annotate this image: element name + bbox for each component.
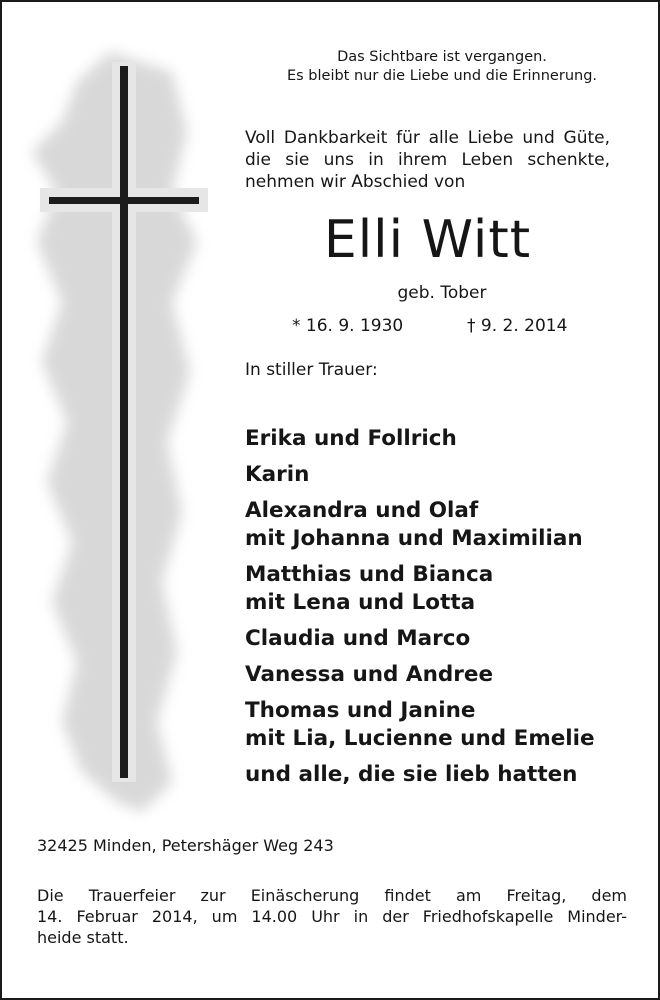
family-line: mit Lena und Lotta xyxy=(245,590,476,615)
motto xyxy=(272,48,612,86)
intro-line: Voll Dankbarkeit für alle Liebe und Güte, xyxy=(245,128,610,148)
family-line: Vanessa und Andree xyxy=(245,662,494,687)
family-line: Alexandra und Olaf xyxy=(245,498,479,523)
family-line: Matthias und Bianca xyxy=(245,562,494,587)
intro-text xyxy=(245,127,610,193)
family-line: mit Johanna und Maximilian xyxy=(245,526,583,551)
mourning-label: In stiller Trauer: xyxy=(245,360,378,380)
family-line: Karin xyxy=(245,462,310,487)
family-list xyxy=(245,425,595,797)
address: 32425 Minden, Petershäger Weg 243 xyxy=(37,836,334,855)
family-line: Thomas und Janine xyxy=(245,698,476,723)
family-line: Claudia und Marco xyxy=(245,626,471,651)
family-group xyxy=(245,497,595,553)
funeral-line: Die Trauerfeier zur Einäscherung findet am Freitag, dem xyxy=(37,886,627,905)
family-group xyxy=(245,761,595,789)
birth-date: * 16. 9. 1930 xyxy=(292,316,404,336)
funeral-notice xyxy=(37,885,627,948)
cross-icon xyxy=(22,42,222,822)
deceased-name: Elli Witt xyxy=(323,210,532,270)
family-group xyxy=(245,461,595,489)
funeral-line: heide statt. xyxy=(37,928,129,947)
family-line: und alle, die sie lieb hatten xyxy=(245,762,578,787)
death-date: † 9. 2. 2014 xyxy=(467,316,568,336)
family-group xyxy=(245,561,595,617)
family-line: mit Lia, Lucienne und Emelie xyxy=(245,726,595,751)
family-group xyxy=(245,625,595,653)
family-group xyxy=(245,697,595,753)
family-line: Erika und Follrich xyxy=(245,426,457,451)
family-group xyxy=(245,661,595,689)
funeral-line: 14. Februar 2014, um 14.00 Uhr in der Friedhofskapelle Minder- xyxy=(37,907,627,926)
intro-line: die sie uns in ihrem Leben schenkte, xyxy=(245,150,610,170)
intro-line: nehmen wir Abschied von xyxy=(245,172,466,192)
family-group xyxy=(245,425,595,453)
motto-line: Das Sichtbare ist vergangen. xyxy=(337,49,547,65)
motto-line: Es bleibt nur die Liebe und die Erinnerung. xyxy=(286,68,598,84)
maiden-name: geb. Tober xyxy=(397,283,487,303)
